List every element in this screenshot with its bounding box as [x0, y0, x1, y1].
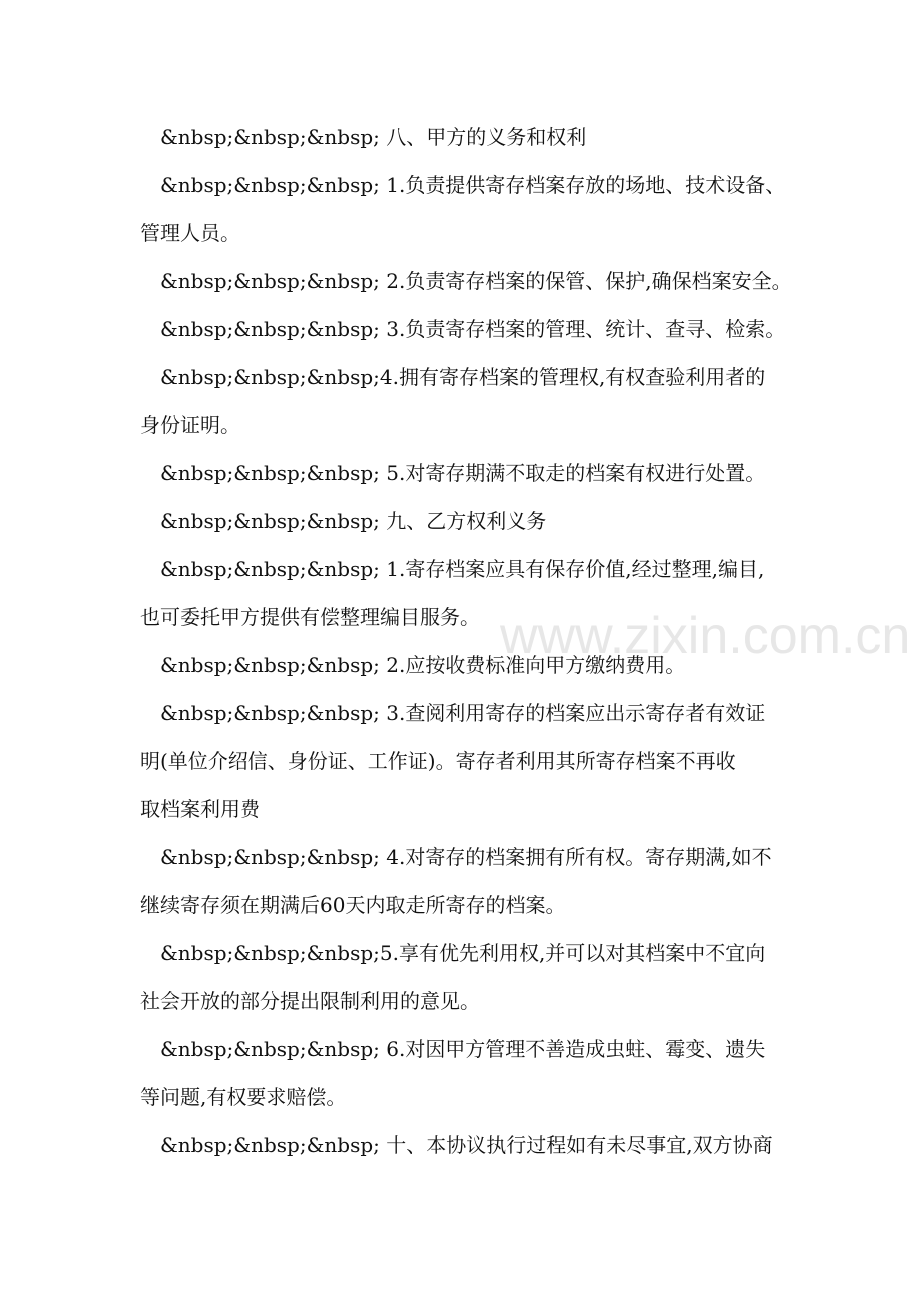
- paragraph-line: 等问题,有权要求赔偿。: [140, 1085, 347, 1109]
- paragraph-line: 社会开放的部分提出限制利用的意见。: [140, 989, 480, 1013]
- paragraph-line: 取档案利用费: [140, 797, 260, 821]
- paragraph-line: &nbsp;&nbsp;&nbsp; 3.负责寄存档案的管理、统计、查寻、检索。: [160, 317, 786, 341]
- paragraph-line: &nbsp;&nbsp;&nbsp; 5.对寄存期满不取走的档案有权进行处置。: [160, 461, 766, 485]
- paragraph-line: 身份证明。: [140, 413, 240, 437]
- paragraph-line: &nbsp;&nbsp;&nbsp;5.享有优先利用权,并可以对其档案中不宜向: [160, 941, 766, 965]
- paragraph-line: 管理人员。: [140, 221, 240, 245]
- paragraph-line: 继续寄存须在期满后60天内取走所寄存的档案。: [140, 893, 566, 917]
- paragraph-line: &nbsp;&nbsp;&nbsp; 3.查阅利用寄存的档案应出示寄存者有效证: [160, 701, 766, 725]
- paragraph-line: &nbsp;&nbsp;&nbsp; 2.应按收费标准向甲方缴纳费用。: [160, 653, 686, 677]
- section-9-heading: &nbsp;&nbsp;&nbsp; 九、乙方权利义务: [160, 509, 547, 533]
- section-10-heading: &nbsp;&nbsp;&nbsp; 十、本协议执行过程如有未尽事宜,双方协商: [160, 1133, 773, 1157]
- paragraph-line: &nbsp;&nbsp;&nbsp; 6.对因甲方管理不善造成虫蛀、霉变、遗失: [160, 1037, 766, 1061]
- paragraph-line: 也可委托甲方提供有偿整理编目服务。: [140, 605, 480, 629]
- paragraph-line: &nbsp;&nbsp;&nbsp; 1.寄存档案应具有保存价值,经过整理,编目,: [160, 557, 765, 581]
- section-8-heading: &nbsp;&nbsp;&nbsp; 八、甲方的义务和权利: [160, 125, 587, 149]
- paragraph-line: &nbsp;&nbsp;&nbsp;4.拥有寄存档案的管理权,有权查验利用者的: [160, 365, 766, 389]
- paragraph-line: 明(单位介绍信、身份证、工作证)。寄存者利用其所寄存档案不再收: [140, 749, 736, 773]
- paragraph-line: &nbsp;&nbsp;&nbsp; 2.负责寄存档案的保管、保护,确保档案安全。: [160, 269, 792, 293]
- watermark: www.zixin.com.cn: [500, 607, 911, 665]
- paragraph-line: &nbsp;&nbsp;&nbsp; 4.对寄存的档案拥有所有权。寄存期满,如不: [160, 845, 772, 869]
- paragraph-line: &nbsp;&nbsp;&nbsp; 1.负责提供寄存档案存放的场地、技术设备、: [160, 173, 786, 197]
